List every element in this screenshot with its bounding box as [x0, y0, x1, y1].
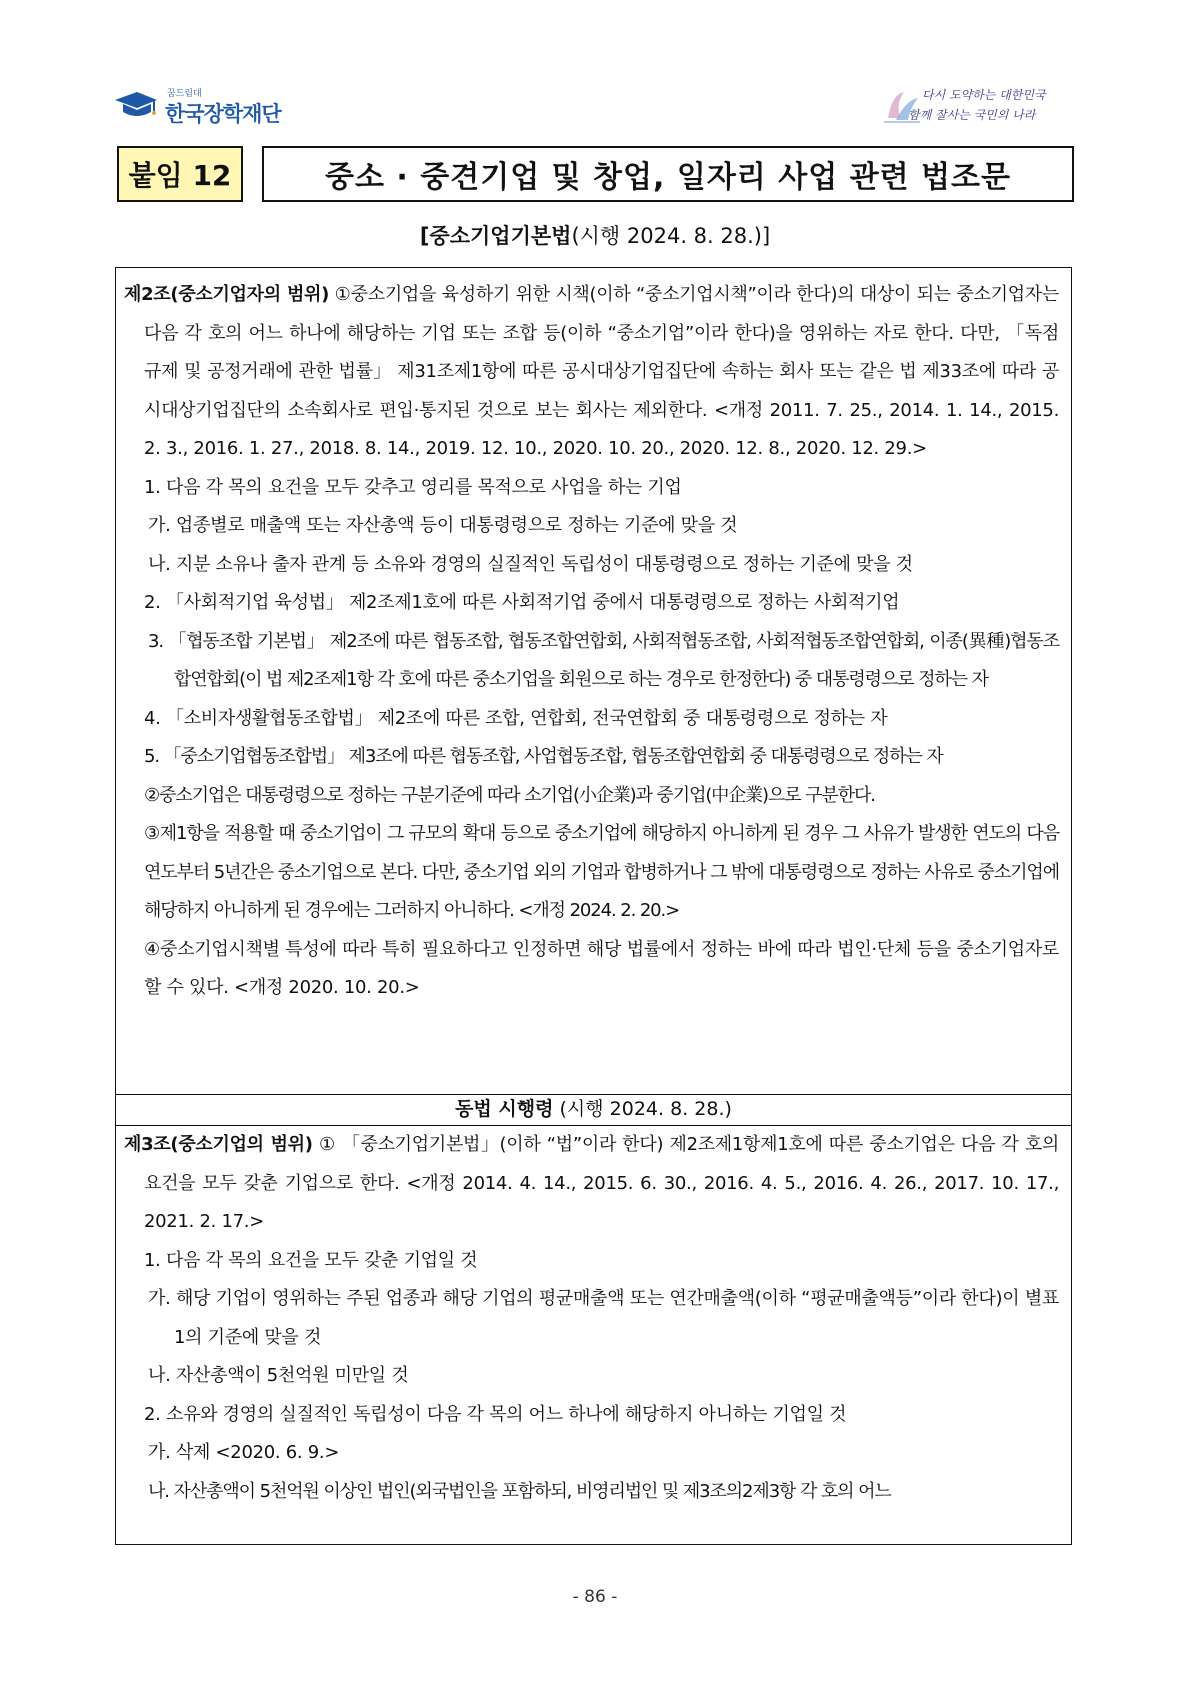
paragraph-text: ①중소기업을 육성하기 위한 시책(이하 “중소기업시책”이라 한다)의 대상이 되는 중소기업자는 다음 각 호의 어느 하나에 해당하는 기업 또는 조합 등(이하 “중소기업”이라 한다)을 영위하는 자로 한다. 다만, 「독점규제 및 공정거래에 관한 법률」 제31조제1항에 따른 공시대상기업집단에 속하는 회사 또는 같은 법 제33조에 따라 공시대상기업집단의 소속회사로 편입·통지된 것으로 보는 회사는 제외한다. <개정 2011. 7. 25., 2014. 1. 14., 2015. 2. 3., 2016. 1. 27., 2018. 8. 14., 2019. 12. 10., 2020. 10. 20., 2020. 12. 8., 2020. 12. 29.>	[144, 284, 1059, 459]
article-3	[116, 1126, 1071, 1511]
article-2-paragraph-2: ②중소기업은 대통령령으로 정하는 구분기준에 따라 소기업(小企業)과 중기업(中企業)으로 구분한다.	[144, 784, 875, 806]
logo-tagline: 꿈드림대	[167, 89, 202, 99]
graduation-cap-icon	[113, 90, 157, 120]
article-2-item-3: 3. 「협동조합 기본법」 제2조에 따른 협동조합, 협동조합연합회, 사회적협동조합, 사회적협동조합연합회, 이종(異種)협동조합연합회(이 법 제2조제1항 각 호에 따른 중소기업을 회원으로 하는 경우로 한정한다) 중 대통령령으로 정하는 자	[148, 630, 1059, 690]
government-slogan	[882, 82, 1072, 128]
logo-name: 한국장학재단	[165, 102, 281, 126]
article-2-item-5: 5. 「중소기업협동조합법」 제3조에 따른 협동조합, 사업협동조합, 협동조합연합회 중 대통령령으로 정하는 자	[144, 746, 943, 767]
article-2-item-2: 2. 「사회적기업 육성법」 제2조제1호에 따른 사회적기업 중에서 대통령령으로 정하는 사회적기업	[144, 592, 900, 613]
law-text-box	[115, 267, 1072, 1545]
decree-effective-date: (시행 2024. 8. 28.)	[553, 1098, 732, 1120]
article-heading: 제3조(중소기업의 범위)	[124, 1134, 313, 1155]
article-heading: 제2조(중소기업자의 범위)	[124, 284, 330, 305]
article-3-item-2-na: 나. 자산총액이 5천억원 이상인 법인(외국법인을 포함하되, 비영리법인 및 제3조의2제3항 각 호의 어느	[148, 1480, 891, 1502]
paragraph-text: ① 「중소기업기본법」(이하 “법”이라 한다) 제2조제1항제1호에 따른 중소기업은 다음 각 호의 요건을 모두 갖춘 기업으로 한다. <개정 2014. 4. 14., 2015. 6. 30., 2016. 4. 5., 2016. 4. 26., 2017. 10. 17., 2021. 2. 17.>	[144, 1134, 1059, 1232]
slogan-line-2: 함께 잘사는 국민의 나라	[908, 108, 1036, 122]
article-3-item-1: 1. 다음 각 목의 요건을 모두 갖춘 기업일 것	[144, 1249, 478, 1271]
page-number: - 86 -	[572, 1587, 618, 1607]
article-2-paragraph-3: ③제1항을 적용할 때 중소기업이 그 규모의 확대 등으로 중소기업에 해당하지 아니하게 된 경우 그 사유가 발생한 연도의 다음 연도부터 5년간은 중소기업으로 본다. 다만, 중소기업 외의 기업과 합병하거나 그 밖에 대통령령으로 정하는 사유로 중소기업에 해당하지 아니하게 된 경우에는 그러하지 아니하다. <개정 2024. 2. 20.>	[144, 823, 1059, 921]
section-title-basic-act	[0, 220, 1190, 250]
article-2	[116, 276, 1071, 1008]
article-2-item-1: 1. 다음 각 목의 요건을 모두 갖추고 영리를 목적으로 사업을 하는 기업	[144, 476, 682, 498]
section-title-enforcement-decree	[116, 1094, 1071, 1126]
article-2-paragraph-4: ④중소기업시책별 특성에 따라 특히 필요하다고 인정하면 해당 법률에서 정하는 바에 따라 법인·단체 등을 중소기업자로 할 수 있다. <개정 2020. 10. 20.>	[144, 938, 1059, 998]
article-2-item-1-na: 나. 지분 소유나 출자 관계 등 소유와 경영의 실질적인 독립성이 대통령령으로 정하는 기준에 맞을 것	[148, 553, 913, 575]
law-name: [중소기업기본법	[419, 224, 572, 248]
article-3-item-2-ga: 가. 삭제 <2020. 6. 9.>	[148, 1442, 340, 1463]
article-2-item-4: 4. 「소비자생활협동조합법」 제2조에 따른 조합, 연합회, 전국연합회 중 대통령령으로 정하는 자	[144, 707, 888, 729]
article-3-paragraph-1	[116, 1126, 1071, 1242]
article-2-item-1-ga: 가. 업종별로 매출액 또는 자산총액 등이 대통령령으로 정하는 기준에 맞을 것	[148, 515, 738, 536]
article-2-paragraph-1	[116, 276, 1071, 469]
law-effective-date: (시행 2024. 8. 28.)]	[571, 224, 771, 248]
decree-name: 동법 시행령	[455, 1098, 554, 1120]
appendix-label: 붙임 12	[117, 146, 243, 202]
article-3-item-1-na: 나. 자산총액이 5천억원 미만일 것	[148, 1365, 409, 1386]
article-3-item-1-ga: 가. 해당 기업이 영위하는 주된 업종과 해당 기업의 평균매출액 또는 연간매출액(이하 “평균매출액등”이라 한다)이 별표 1의 기준에 맞을 것	[148, 1288, 1059, 1348]
article-3-item-2: 2. 소유와 경영의 실질적인 독립성이 다음 각 목의 어느 하나에 해당하지 아니하는 기업일 것	[144, 1403, 847, 1425]
document-title: 중소 · 중견기업 및 창업, 일자리 사업 관련 법조문	[262, 146, 1074, 202]
slogan-line-1: 다시 도약하는 대한민국	[922, 88, 1046, 102]
